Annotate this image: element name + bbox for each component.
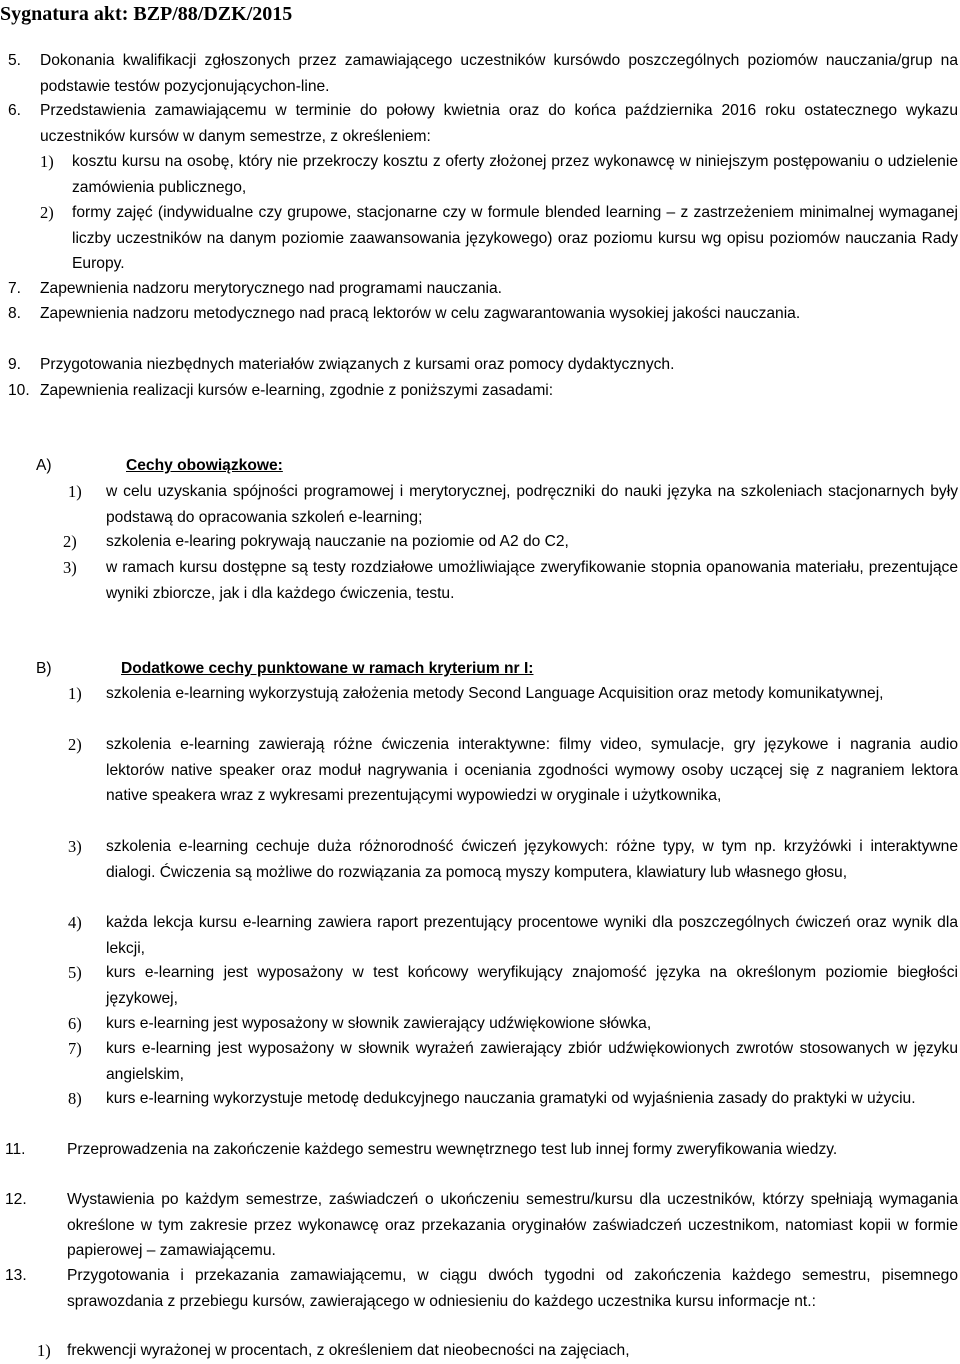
item-number: 8) — [68, 1089, 82, 1108]
item-number: 9. — [8, 356, 22, 373]
item-text: każda lekcja kursu e-learning zawiera raport prezentujący procentowe wyniki dla poszczególnych ćwiczeń oraz wynik dla lekcji, — [106, 914, 958, 957]
section-a-item-2 — [63, 529, 958, 555]
item-text: kurs e-learning jest wyposażony w słownik wyrażeń zawierający zbiór udźwiękowionych zwrotów stosowanych w języku angielskim, — [106, 1040, 958, 1083]
item-number: 7. — [8, 280, 22, 297]
sub-item-6-1 — [40, 149, 958, 200]
section-b-item-2 — [68, 732, 958, 809]
item-number: 11. — [5, 1141, 26, 1158]
item-text: Wystawienia po każdym semestrze, zaświadczeń o ukończeniu semestru/kursu dla uczestników, którzy spełniają wymagania określone w tym zakresie przez wykonawcę oraz przekazania oryginałów zaświadczeń uczestnikom, natomiast kopii w formie papierowej – zamawiającemu. — [67, 1191, 958, 1259]
list-item-9 — [8, 352, 958, 378]
list-item-7 — [8, 276, 958, 302]
signature-header: Sygnatura akt: BZP/88/DZK/2015 — [0, 3, 293, 25]
item-text: kurs e-learning jest wyposażony w test końcowy weryfikujący znajomość języka na określonym poziomie biegłości językowej, — [106, 964, 958, 1007]
item-text: formy zajęć (indywidualne czy grupowe, stacjonarne czy w formule blended learning – z zastrzeżeniem minimalnej wymaganej liczby uczestników na danym poziomie zaawansowania językowego) oraz poziomu kursu wg opisu poziomów nauczania Rady Europy. — [72, 204, 958, 272]
item-number: 1) — [37, 1341, 51, 1360]
section-b-item-4 — [68, 910, 958, 961]
list-item-10 — [8, 378, 958, 404]
section-b-item-3 — [68, 834, 958, 885]
item-number: 1) — [68, 684, 82, 703]
item-text: Przedstawienia zamawiającemu w terminie do połowy kwietnia oraz do końca października 2016 roku ostatecznego wykazu uczestników kursów w danym semestrze, z określeniem: — [40, 102, 958, 145]
item-number: 2) — [68, 735, 82, 754]
item-text: kurs e-learning jest wyposażony w słownik zawierający udźwiękowione słówka, — [106, 1015, 652, 1032]
item-number: 5) — [68, 963, 82, 982]
item-number: 10. — [8, 382, 30, 399]
section-b-heading-row — [36, 656, 956, 682]
list-item-5 — [8, 48, 958, 99]
section-b-item-6 — [68, 1011, 958, 1037]
item-text: Zapewnienia nadzoru merytorycznego nad programami nauczania. — [40, 280, 503, 297]
item-number: 8. — [8, 305, 22, 322]
list-item-11 — [5, 1137, 958, 1163]
section-a-label: A) — [36, 457, 52, 474]
item-text: kosztu kursu na osobę, który nie przekroczy kosztu z oferty złożonej przez wykonawcę w niniejszym postępowaniu o udzielenie zamówienia publicznego, — [72, 153, 958, 196]
item-text: Zapewnienia nadzoru metodycznego nad pracą lektorów w celu zagwarantowania wysokiej jakości nauczania. — [40, 305, 801, 322]
sub-item-13-1 — [37, 1338, 958, 1364]
list-item-8 — [8, 301, 958, 327]
item-text: w ramach kursu dostępne są testy rozdziałowe umożliwiające zweryfikowanie stopnia opanowania materiału, prezentujące wyniki zbiorcze, jak i dla każdego ćwiczenia, testu. — [106, 559, 958, 602]
section-a-item-1 — [68, 479, 958, 530]
item-number: 3) — [63, 558, 77, 577]
item-number: 2) — [40, 203, 54, 222]
item-text: szkolenia e-learing pokrywają nauczanie na poziomie od A2 do C2, — [106, 533, 569, 550]
item-text: Dokonania kwalifikacji zgłoszonych przez zamawiającego uczestników kursówdo poszczególnych poziomów nauczania/grup na podstawie testów pozycjonującychon-line. — [40, 52, 958, 95]
list-item-13 — [5, 1263, 958, 1314]
item-number: 4) — [68, 913, 82, 932]
item-number: 6) — [68, 1014, 82, 1033]
item-text: w celu uzyskania spójności programowej i merytorycznej, podręczniki do nauki języka na szkoleniach stacjonarnych były podstawą do opracowania szkoleń e-learning; — [106, 483, 958, 526]
section-b-item-1 — [68, 681, 958, 707]
section-b-label: B) — [36, 660, 52, 677]
item-text: Przygotowania niezbędnych materiałów związanych z kursami oraz pomocy dydaktycznych. — [40, 356, 675, 373]
section-a-item-3 — [63, 555, 958, 606]
list-item-6 — [8, 98, 958, 149]
item-number: 2) — [63, 532, 77, 551]
section-b-item-7 — [68, 1036, 958, 1087]
section-b-item-8 — [68, 1086, 958, 1112]
item-number: 1) — [68, 482, 82, 501]
item-text: szkolenia e-learning zawierają różne ćwiczenia interaktywne: filmy video, symulacje, gry językowe i nagrania audio lektorów native speaker oraz moduł nagrywania i oceniania zgodności wymowy osoby uczącej się z nagraniem lektora native speakera wraz z wykresami prezentującymi wypowiedzi w oryginale i użytkownika, — [106, 736, 958, 804]
item-text: szkolenia e-learning wykorzystują założenia metody Second Language Acquisition oraz metody komunikatywnej, — [106, 685, 884, 702]
item-text: frekwencji wyrażonej w procentach, z określeniem dat nieobecności na zajęciach, — [67, 1342, 630, 1359]
item-number: 5. — [8, 52, 22, 69]
item-number: 12. — [5, 1191, 27, 1208]
list-item-12 — [5, 1187, 958, 1264]
section-b-item-5 — [68, 960, 958, 1011]
section-a-heading: Cechy obowiązkowe: — [126, 457, 283, 474]
item-text: Przygotowania i przekazania zamawiającemu, w ciągu dwóch tygodni od zakończenia każdego semestru, pisemnego sprawozdania z przebiegu kursów, zawierającego w odniesieniu do każdego uczestnika kursu informacje nt.: — [67, 1267, 958, 1310]
item-text: Zapewnienia realizacji kursów e-learning, zgodnie z poniższymi zasadami: — [40, 382, 554, 399]
item-number: 3) — [68, 837, 82, 856]
item-number: 6. — [8, 102, 22, 119]
section-b-heading: Dodatkowe cechy punktowane w ramach kryterium nr I: — [121, 660, 534, 677]
section-a-heading-row — [36, 453, 956, 479]
item-text: Przeprowadzenia na zakończenie każdego semestru wewnętrznego test lub innej formy zweryfikowania wiedzy. — [67, 1141, 838, 1158]
item-number: 7) — [68, 1039, 82, 1058]
sub-item-6-2 — [40, 200, 958, 277]
item-number: 13. — [5, 1267, 27, 1284]
item-number: 1) — [40, 152, 54, 171]
item-text: szkolenia e-learning cechuje duża różnorodność ćwiczeń językowych: różne typy, w tym np. krzyżówki i interaktywne dialogi. Ćwiczenia są możliwe do rozwiązania za pomocą myszy komputera, klawiatury lub własnego głosu, — [106, 838, 958, 881]
item-text: kurs e-learning wykorzystuje metodę dedukcyjnego nauczania gramatyki od wyjaśnienia zasady do praktyki w użyciu. — [106, 1090, 916, 1107]
